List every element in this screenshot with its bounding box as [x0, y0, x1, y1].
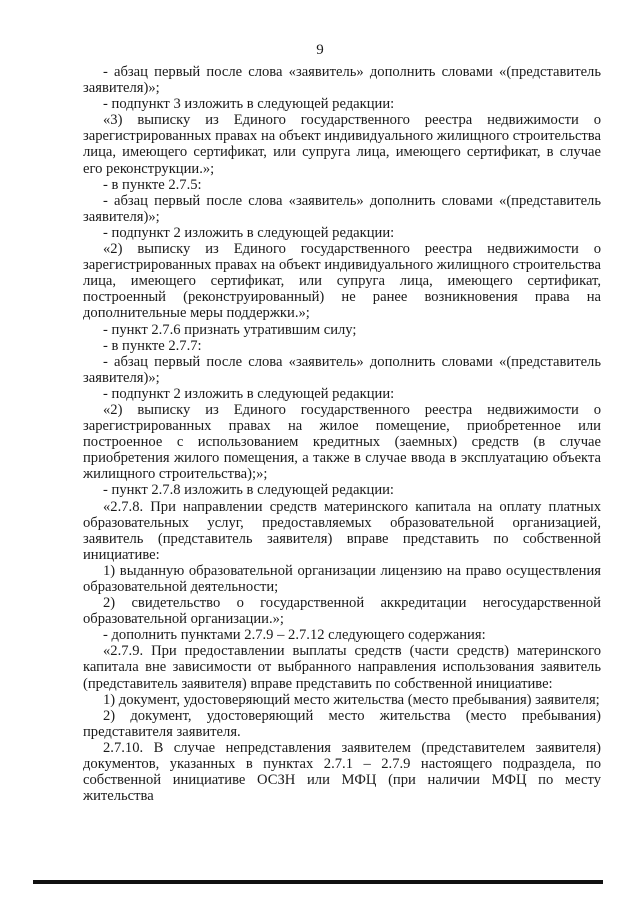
paragraph-12: «2) выписку из Единого государственного реестра недвижимости о зарегистрированных правах на жилое помещение, приобретенное или построенное с использованием кредитных (заемных) средств (в случае приобретения жилого помещения, а также в случае ввода в эксплуатацию объекта жилищного строительства);»; [83, 401, 601, 483]
page-number: 9 [316, 42, 324, 58]
paragraph-18: «2.7.9. При предоставлении выплаты средств (части средств) материнского капитала вне зависимости от выбранного направления использования заявитель (представитель заявителя) вправе представить по собственной инициативе: [83, 643, 601, 692]
paragraph-20: 2) документ, удостоверяющий место жительства (место пребывания) представителя заявителя. [83, 707, 601, 740]
bottom-rule [33, 880, 603, 884]
paragraph-21: 2.7.10. В случае непредставления заявителем (представителем заявителя) документов, указанных в пунктах 2.7.1 – 2.7.9 настоящего подраздела, по собственной инициативе ОСЗН или МФЦ (при наличии МФЦ по месту жительства [83, 739, 601, 805]
paragraph-16: 2) свидетельство о государственной аккредитации негосударственной образовательной организации.»; [83, 595, 601, 628]
paragraph-1: - абзац первый после слова «заявитель» дополнить словами «(представитель заявителя)»; [83, 64, 601, 97]
document-body [83, 64, 601, 804]
paragraph-2: - подпункт 3 изложить в следующей редакции: [103, 96, 395, 113]
paragraph-3: «3) выписку из Единого государственного реестра недвижимости о зарегистрированных правах на объект индивидуального жилищного строительства лица, имеющего сертификат, или супруга лица, имеющего сертификат, в случае его реконструкции.»; [83, 112, 601, 177]
paragraph-19: 1) документ, удостоверяющий место жительства (место пребывания) заявителя; [103, 691, 600, 708]
paragraph-13: - пункт 2.7.8 изложить в следующей редакции: [103, 482, 394, 499]
paragraph-6: - подпункт 2 изложить в следующей редакции: [103, 224, 395, 241]
paragraph-15: 1) выданную образовательной организации лицензию на право осуществления образовательной деятельности; [83, 562, 601, 595]
paragraph-17: - дополнить пунктами 2.7.9 – 2.7.12 следующего содержания: [103, 627, 486, 644]
paragraph-10: - абзац первый после слова «заявитель» дополнить словами «(представитель заявителя)»; [83, 353, 601, 386]
paragraph-4: - в пункте 2.7.5: [103, 176, 202, 193]
paragraph-8: - пункт 2.7.6 признать утратившим силу; [103, 321, 357, 338]
paragraph-9: - в пункте 2.7.7: [103, 337, 202, 354]
paragraph-7: «2) выписку из Единого государственного реестра недвижимости о зарегистрированных правах на объект индивидуального жилищного строительства лица, имеющего сертификат, или супруга лица, имеющего сертификат, построенный (реконструированный) не ранее возникновения права на дополнительные меры поддержки.»; [83, 241, 601, 322]
paragraph-14: «2.7.8. При направлении средств материнского капитала на оплату платных образовательных услуг, предоставляемых образовательной организацией, заявитель (представитель заявителя) вправе представить по собственной инициативе: [83, 498, 601, 563]
paragraph-5: - абзац первый после слова «заявитель» дополнить словами «(представитель заявителя)»; [83, 192, 601, 225]
paragraph-11: - подпункт 2 изложить в следующей редакции: [103, 385, 395, 402]
